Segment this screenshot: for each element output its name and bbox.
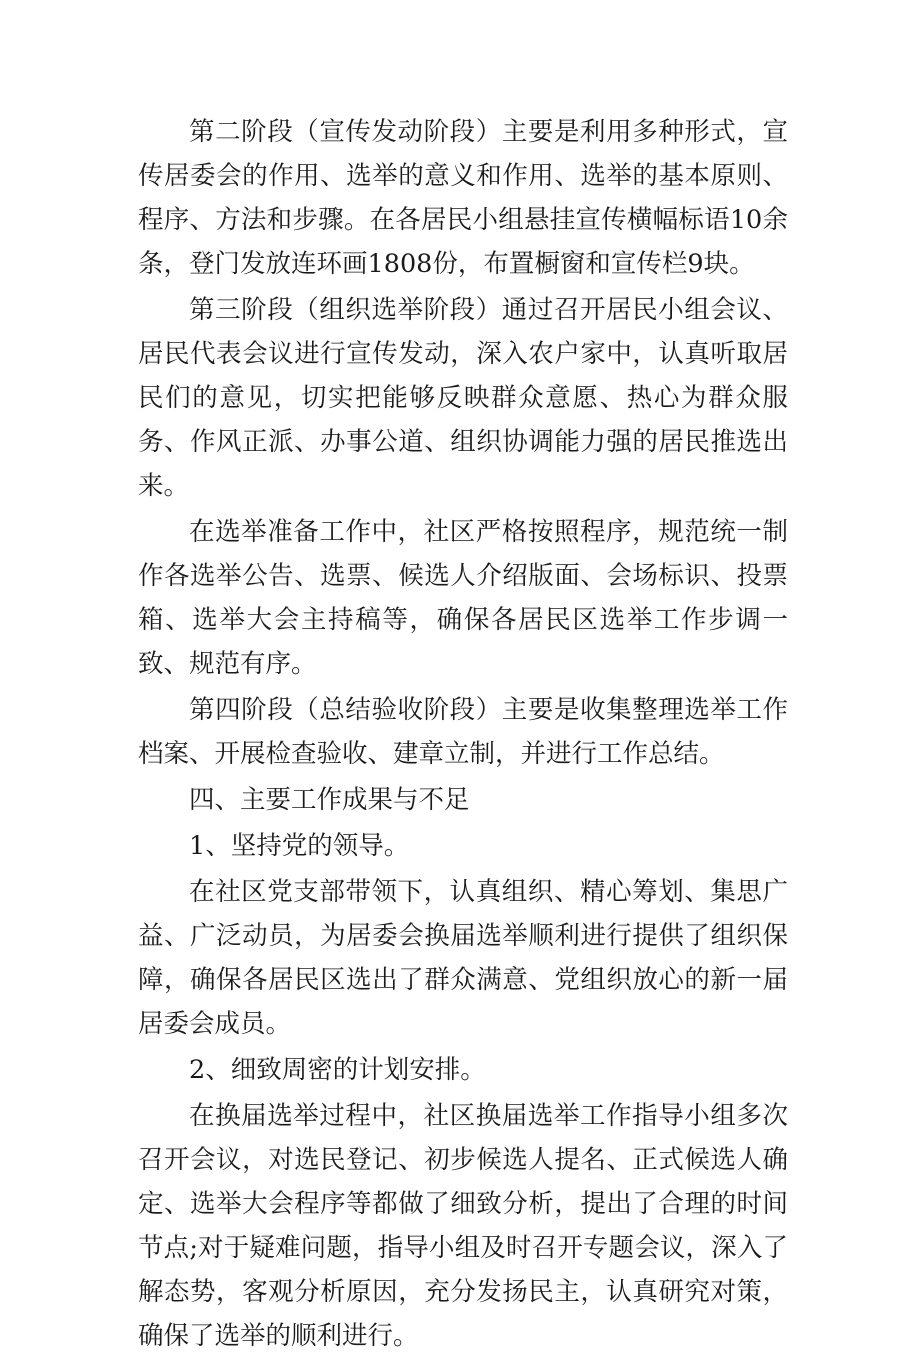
- paragraph-planning: 在换届选举过程中，社区换届选举工作指导小组多次召开会议，对选民登记、初步候选人提名、正式候选人确定、选举大会程序等都做了细致分析，提出了合理的时间节点;对于疑难问题，指导小组及时召开专题会议，深入了解态势，客观分析原因，充分发扬民主，认真研究对策，确保了选举的顺利进行。: [138, 1101, 788, 1351]
- subheading-planning: 2、细致周密的计划安排。: [189, 1055, 486, 1085]
- document-body: [138, 110, 788, 1360]
- subheading-party-leadership: 1、坚持党的领导。: [189, 831, 410, 861]
- paragraph-stage-four: 第四阶段（总结验收阶段）主要是收集整理选举工作档案、开展检查验收、建章立制，并进行工作总结。: [138, 695, 788, 769]
- section-heading-results: 四、主要工作成果与不足: [189, 785, 470, 815]
- paragraph-stage-three: 第三阶段（组织选举阶段）通过召开居民小组会议、居民代表会议进行宣传发动，深入农户家中，认真听取居民们的意见，切实把能够反映群众意愿、热心为群众服务、作风正派、办事公道、组织协调能力强的居民推选出来。: [138, 295, 788, 501]
- paragraph-election-preparation: 在选举准备工作中，社区严格按照程序，规范统一制作各选举公告、选票、候选人介绍版面、会场标识、投票箱、选举大会主持稿等，确保各居民区选举工作步调一致、规范有序。: [138, 517, 788, 679]
- paragraph-party-leadership: 在社区党支部带领下，认真组织、精心筹划、集思广益、广泛动员，为居委会换届选举顺利进行提供了组织保障，确保各居民区选出了群众满意、党组织放心的新一届居委会成员。: [138, 877, 788, 1039]
- paragraph-stage-two: 第二阶段（宣传发动阶段）主要是利用多种形式，宣传居委会的作用、选举的意义和作用、选举的基本原则、程序、方法和步骤。在各居民小组悬挂宣传横幅标语10余条，登门发放连环画1808份，布置橱窗和宣传栏9块。: [138, 117, 788, 279]
